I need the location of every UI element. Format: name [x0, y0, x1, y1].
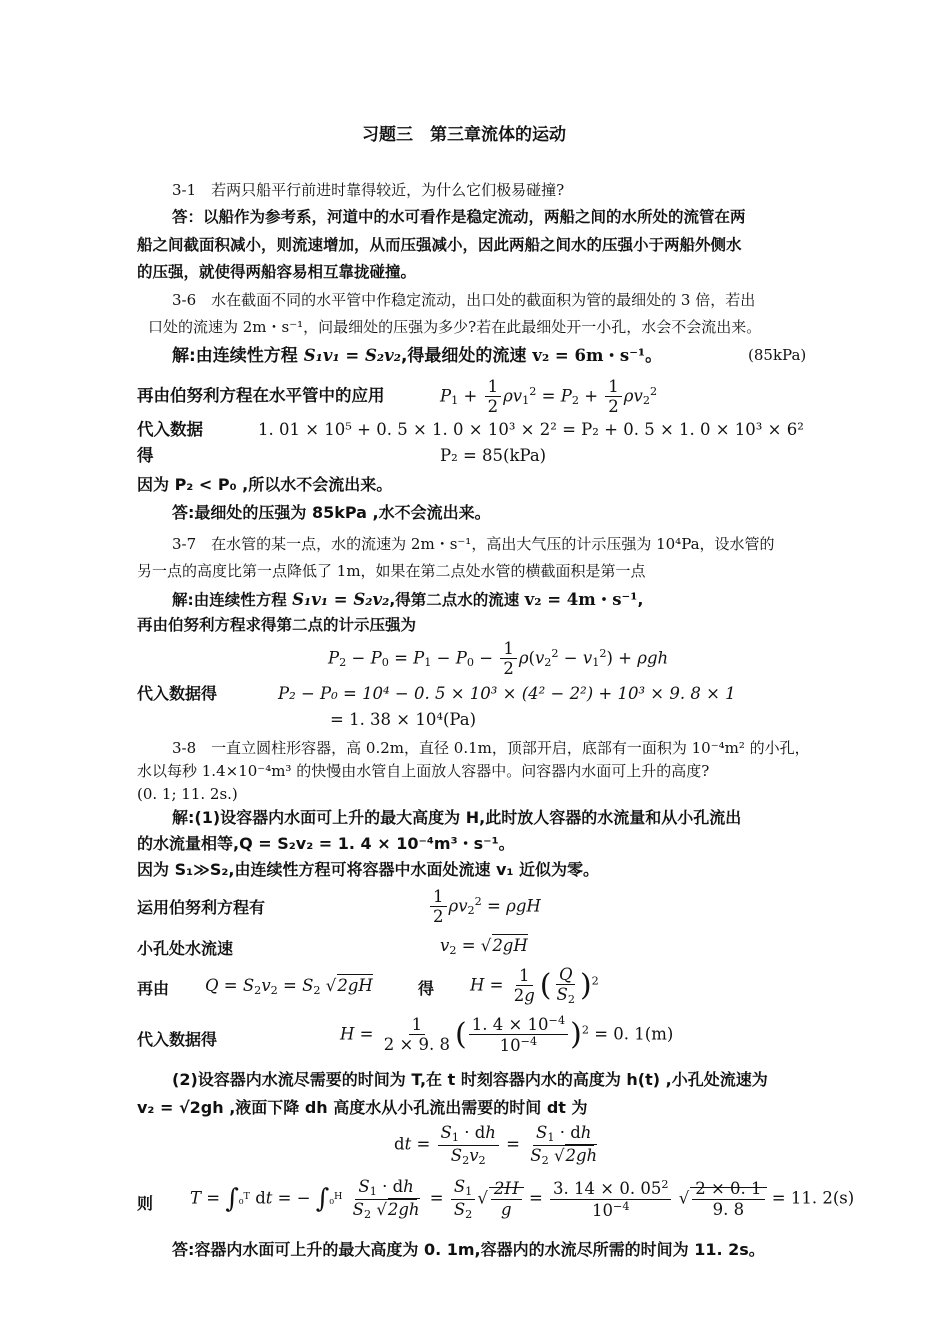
- question-3-6-line1: 3-6 水在截面不同的水平管中作稳定流动，出口处的截面积为管的最细处的 3 倍，若出: [172, 291, 756, 309]
- solution-3-8-line3: 因为 S₁≫S₂,由连续性方程可将容器中水面处流速 v₁ 近似为零。: [137, 860, 600, 879]
- sol-3-7-e: ,: [637, 591, 644, 609]
- answer-3-1-line2: 船之间截面积减小，则流速增加，从而压强减小，因此两船之间水的压强小于两船外侧水: [137, 236, 742, 254]
- solution-3-7-continuity: [172, 592, 643, 609]
- bernoulli-equation: $P_1$ + $\frac{1}{2}$ $\rho v_1^2 = P_2$ + $\frac{1}{2}$ $\rho v_2^2$: [440, 377, 658, 417]
- question-3-8-line1: 3-8 一直立圆柱形容器，高 0.2m，直径 0.1m，顶部开启，底部有一面积为 10⁻⁴m² 的小孔，: [172, 739, 810, 757]
- v2-equation: $v_2 = √2gH$: [440, 936, 528, 957]
- sub-equation-3-7-result: = 1. 38 × 10⁴(Pa): [330, 710, 477, 729]
- v2-label-3-8: 小孔处水流速: [137, 939, 234, 958]
- time-result: = 11. 2(s): [771, 1188, 855, 1208]
- page-title: 习题三 第三章流体的运动: [362, 125, 566, 145]
- solution-3-7-bernoulli: 再由伯努利方程求得第二点的计示压强为: [137, 616, 417, 634]
- sub-label-3-6: 代入数据: [137, 420, 203, 439]
- solution-3-8-line4: (2)设容器内水流尽需要的时间为 T,在 t 时刻容器内水的高度为 h(t) ,小孔处流速为: [172, 1070, 768, 1089]
- sol-mid: ,得最细处的流速: [400, 346, 527, 366]
- bernoulli-text: 再由伯努利方程在水平管中的应用: [137, 386, 385, 405]
- pressure-result: P₂ = 85(kPa): [440, 446, 547, 465]
- continuity-equation: S₁v₁ = S₂v₂: [303, 346, 401, 365]
- sub-equation-3-7: P₂ − P₀ = 10⁴ − 0. 5 × 10³ × (4² − 2²) + 10³ × 9. 8 × 1: [278, 684, 736, 703]
- sub-label-3-7: 代入数据得: [137, 684, 218, 703]
- bernoulli-equation-3-8: $\frac{1}{2}$ $\rho v_2^2 = \rho gH$: [428, 888, 541, 926]
- height-substitution: H = $\frac{1}{2 \times 9. 8}$ ( $\frac{1. 4 \times 10^{-4}}{10^{-4}}$ )$^2$ = 0. 1(m): [340, 1014, 674, 1056]
- question-3-6-line2: 口处的流速为 2m・s⁻¹，问最细处的压强为多少?若在此最细处开一小孔，水会不会流出来。: [148, 318, 762, 336]
- dt-equation: dt = $\frac{S_1 \cdot dh}{S_2v_2}$ = $\frac{S_1 \cdot dh}{S_2 √2gh}$: [394, 1123, 598, 1167]
- solution-3-8-line5: v₂ = √2gh ,液面下降 dh 高度水从小孔流出需要的时间 dt 为: [137, 1098, 588, 1117]
- question-3-1: 3-1 若两只船平行前进时靠得较近，为什么它们极易碰撞?: [172, 181, 565, 199]
- sol-3-7-c: ,得第二点水的流速: [389, 591, 520, 609]
- again-label-3-8: 再由: [137, 979, 170, 998]
- sub-label-3-8: 代入数据得: [137, 1030, 218, 1049]
- question-3-8-line2: 水以每秒 1.4×10⁻⁴m³ 的快慢由水管自上面放人容器中。问容器内水面可上升的高度?: [137, 762, 710, 780]
- sub-equation-3-6: 1. 01 × 10⁵ + 0. 5 × 1. 0 × 10³ × 2² = P₂ + 0. 5 × 1. 0 × 10³ × 6²: [258, 420, 804, 439]
- bernoulli-label-3-8: 运用伯努利方程有: [137, 898, 266, 917]
- continuity-equation-3-7: S₁v₁ = S₂v₂: [292, 590, 390, 609]
- answer-3-8: 答:容器内水面可上升的最大高度为 0. 1m,容器内的水流尽所需的时间为 11. 2s。: [172, 1240, 765, 1259]
- question-3-7-line1: 3-7 在水管的某一点，水的流速为 2m・s⁻¹，高出大气压的计示压强为 10⁴Pa，设水管的: [172, 535, 775, 553]
- answer-3-6: 答:最细处的压强为 85kPa ,水不会流出来。: [172, 503, 491, 522]
- solution-3-8-line2: 的水流量相等,Q = S₂v₂ = 1. 4 × 10⁻⁴m³・s⁻¹。: [137, 834, 515, 853]
- bernoulli-equation-3-7: $P_2 - P_0 = P_1 - P_0$ − $\frac{1}{2}$ $\rho(v_2^2 - v_1^2) + \rho gh$: [328, 639, 669, 679]
- velocity-result-3-7: v₂ = 4m・s⁻¹: [524, 590, 638, 609]
- sol-3-7-a: 解:由连续性方程: [172, 591, 287, 609]
- result-3-6: (85kPa): [748, 346, 807, 364]
- solution-3-6-continuity: [172, 348, 662, 365]
- time-integral-equation: T = ∫₀$^T$ dt = − ∫₀$^H$ $\frac{S_1 \cdot dh}{S_2 √2gh}$ = $\frac{S_1}{S_2}$ √ $\frac{2H}{g}$ = $\frac{3. 14 \times 0. 05^2}{10^{-4}}$ √ $\frac{2 \times 0. 1}{9. 8}$ = 11. 2(s): [190, 1177, 855, 1221]
- ze-label-3-8: 则: [137, 1194, 154, 1213]
- answer-3-1-line1: 答：以船作为参考系，河道中的水可看作是稳定流动，两船之间的水所处的流管在两: [172, 208, 746, 226]
- answer-3-1-line3: 的压强，就使得两船容易相互靠拢碰撞。: [137, 263, 417, 281]
- get-label-3-6: 得: [137, 446, 154, 465]
- de-label-3-8: 得: [418, 979, 435, 998]
- because-3-6: 因为 P₂ < P₀ ,所以水不会流出来。: [137, 475, 393, 494]
- sol-prefix: 解:由连续性方程: [172, 346, 298, 366]
- question-3-7-line2: 另一点的高度比第一点降低了 1m，如果在第二点处水管的横截面积是第一点: [137, 562, 646, 580]
- height-equation: H = $\frac{1}{2g}$ ( $\frac{Q}{S_2}$ )$^2$: [470, 965, 599, 1007]
- flow-equation: $Q = S_2v_2 = S_2$ √2gH: [205, 976, 373, 997]
- velocity-result: v₂ = 6m・s⁻¹: [532, 346, 646, 365]
- solution-3-8-line1: 解:(1)设容器内水面可上升的最大高度为 H,此时放人容器的水流量和从小孔流出: [172, 808, 742, 827]
- question-3-8-line3: (0. 1; 11. 2s.): [137, 785, 238, 803]
- sol-end: 。: [645, 346, 663, 366]
